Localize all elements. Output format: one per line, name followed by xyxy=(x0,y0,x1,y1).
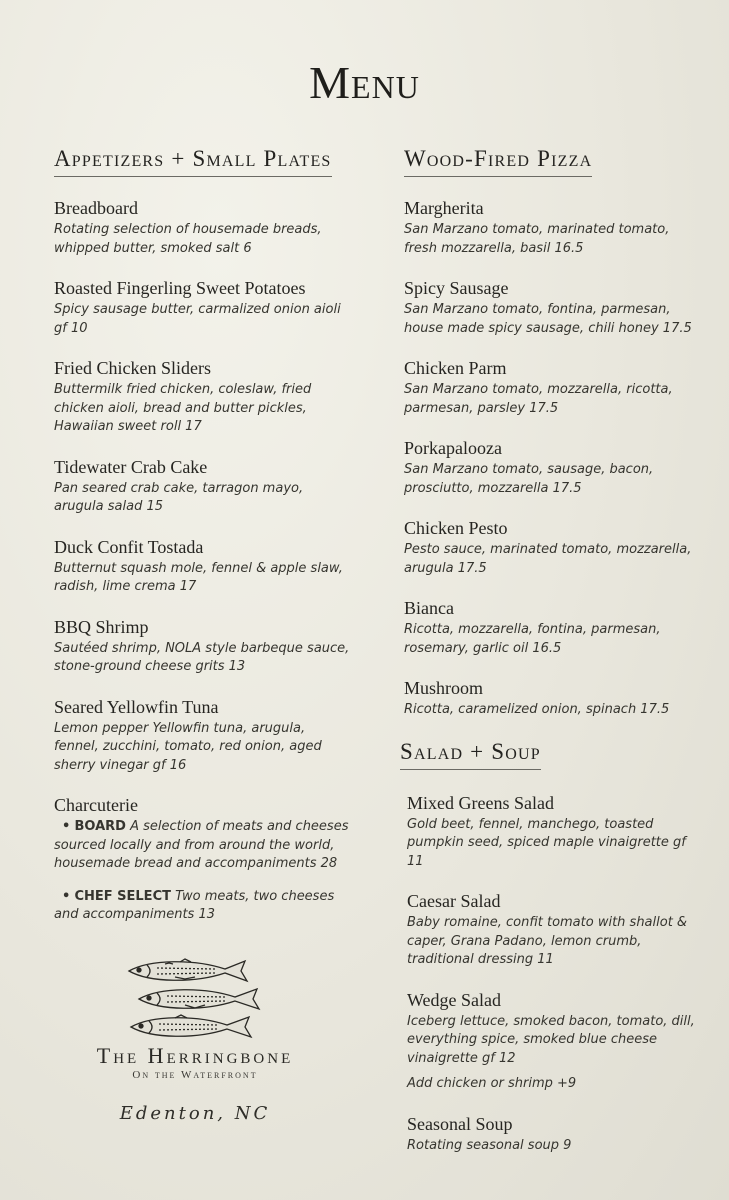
restaurant-logo xyxy=(70,955,320,1124)
item-description: Butternut squash mole, fennel & apple slaw, radish, lime crema 17 xyxy=(54,560,343,594)
pizza-list xyxy=(404,197,704,720)
item-name: Seasonal Soup xyxy=(407,1113,513,1134)
item-description: Baby romaine, confit tomato with shallot & caper, Grana Padano, lemon crumb, traditional dressing 11 xyxy=(407,915,688,967)
three-fish-icon xyxy=(125,955,265,1039)
item-description: San Marzano tomato, sausage, bacon, prosciutto, mozzarella 17.5 xyxy=(404,462,654,496)
menu-item xyxy=(407,890,704,970)
item-addon: Add chicken or shrimp +9 xyxy=(407,1076,577,1091)
item-name: Porkapalooza xyxy=(404,438,502,458)
pizza-column xyxy=(400,146,704,1174)
brand-location: Edenton, NC xyxy=(119,1103,271,1124)
salad-soup-heading: Salad + Soup xyxy=(400,739,541,770)
salad-soup-list xyxy=(404,792,704,1156)
bullet: • xyxy=(62,819,71,834)
item-description: Gold beet, fennel, manchego, toasted pumpkin seed, spiced maple vinaigrette gf 11 xyxy=(407,816,686,869)
item-description: San Marzano tomato, mozzarella, ricotta, parmesan, parsley 17.5 xyxy=(404,382,673,416)
menu-item xyxy=(407,1113,704,1156)
menu-item xyxy=(54,456,354,517)
item-description: Sautéed shrimp, NOLA style barbeque sauce, stone-ground cheese grits 13 xyxy=(54,640,350,674)
appetizers-column xyxy=(54,146,354,944)
item-description: Lemon pepper Yellowfin tuna, arugula, fennel, zucchini, tomato, red onion, aged sherry vinegar gf 16 xyxy=(54,720,322,773)
menu-item xyxy=(54,357,354,437)
item-name: Breadboard xyxy=(54,198,138,218)
item-description: Ricotta, mozzarella, fontina, parmesan, rosemary, garlic oil 16.5 xyxy=(404,622,661,656)
item-name: Bianca xyxy=(404,598,454,618)
menu-item xyxy=(404,517,704,578)
brand-tagline: On the Waterfront xyxy=(132,1069,258,1081)
item-name: Roasted Fingerling Sweet Potatoes xyxy=(54,278,306,298)
item-name: Fried Chicken Sliders xyxy=(54,358,211,378)
charcuterie-chef-option xyxy=(54,888,354,925)
item-name: Mixed Greens Salad xyxy=(407,792,554,813)
item-name: Spicy Sausage xyxy=(404,278,509,298)
menu-item xyxy=(404,357,704,418)
board-label: BOARD xyxy=(74,819,126,834)
menu-item xyxy=(404,197,704,258)
menu-item xyxy=(54,696,354,776)
menu-item xyxy=(407,792,704,872)
menu-item xyxy=(404,677,704,720)
item-name: Duck Confit Tostada xyxy=(54,536,204,557)
bullet: • xyxy=(62,888,71,904)
item-name: Seared Yellowfin Tuna xyxy=(54,696,219,717)
menu-item xyxy=(404,597,704,658)
item-description: Spicy sausage butter, carmalized onion aioli gf 10 xyxy=(54,302,341,336)
item-name: Wedge Salad xyxy=(407,989,502,1010)
salad-soup-section xyxy=(400,738,704,1156)
chef-select-label: CHEF SELECT xyxy=(74,888,171,904)
item-description: Rotating seasonal soup 9 xyxy=(407,1137,572,1153)
item-name: Caesar Salad xyxy=(407,891,501,911)
menu-item xyxy=(54,197,354,258)
menu-item xyxy=(54,277,354,338)
item-name: Chicken Pesto xyxy=(404,518,508,538)
item-name: Margherita xyxy=(404,198,484,218)
item-description: Pan seared crab cake, tarragon mayo, arugula salad 15 xyxy=(54,480,304,514)
item-description: Buttermilk fried chicken, coleslaw, fried chicken aioli, bread and butter pickles, Hawaiian sweet roll 17 xyxy=(54,382,312,434)
item-description: Rotating selection of housemade breads, whipped butter, smoked salt 6 xyxy=(54,222,322,256)
item-name: BBQ Shrimp xyxy=(54,616,149,637)
menu-item xyxy=(54,536,354,597)
menu-item xyxy=(404,437,704,498)
page-title: Menu xyxy=(309,57,420,108)
charcuterie-board-option xyxy=(54,818,354,874)
item-name: Charcuterie xyxy=(54,795,138,815)
menu-item xyxy=(54,616,354,677)
item-description: Ricotta, caramelized onion, spinach 17.5 xyxy=(404,702,670,717)
item-name: Chicken Parm xyxy=(404,358,507,378)
pizza-heading: Wood-Fired Pizza xyxy=(404,146,592,177)
brand-name: The Herringbone xyxy=(96,1043,294,1068)
item-description: Iceberg lettuce, smoked bacon, tomato, dill, everything spice, smoked blue cheese vinaigrette gf 12 xyxy=(407,1013,695,1066)
item-description: Pesto sauce, marinated tomato, mozzarella, arugula 17.5 xyxy=(404,542,692,576)
item-name: Tidewater Crab Cake xyxy=(54,456,208,477)
appetizers-heading: Appetizers + Small Plates xyxy=(54,146,332,177)
appetizers-list xyxy=(54,197,354,925)
menu-item xyxy=(404,277,704,338)
chef-select-description: Two meats, two cheeses and accompaniments 13 xyxy=(54,888,335,922)
item-name: Mushroom xyxy=(404,678,484,698)
board-description: A selection of meats and cheeses sourced locally and from around the world, housemade bread and accompaniments 28 xyxy=(54,819,349,871)
menu-item-charcuterie xyxy=(54,794,354,925)
item-description: San Marzano tomato, fontina, parmesan, house made spicy sausage, chili honey 17.5 xyxy=(404,302,692,336)
item-description: San Marzano tomato, marinated tomato, fresh mozzarella, basil 16.5 xyxy=(404,222,670,256)
menu-item xyxy=(407,989,704,1094)
